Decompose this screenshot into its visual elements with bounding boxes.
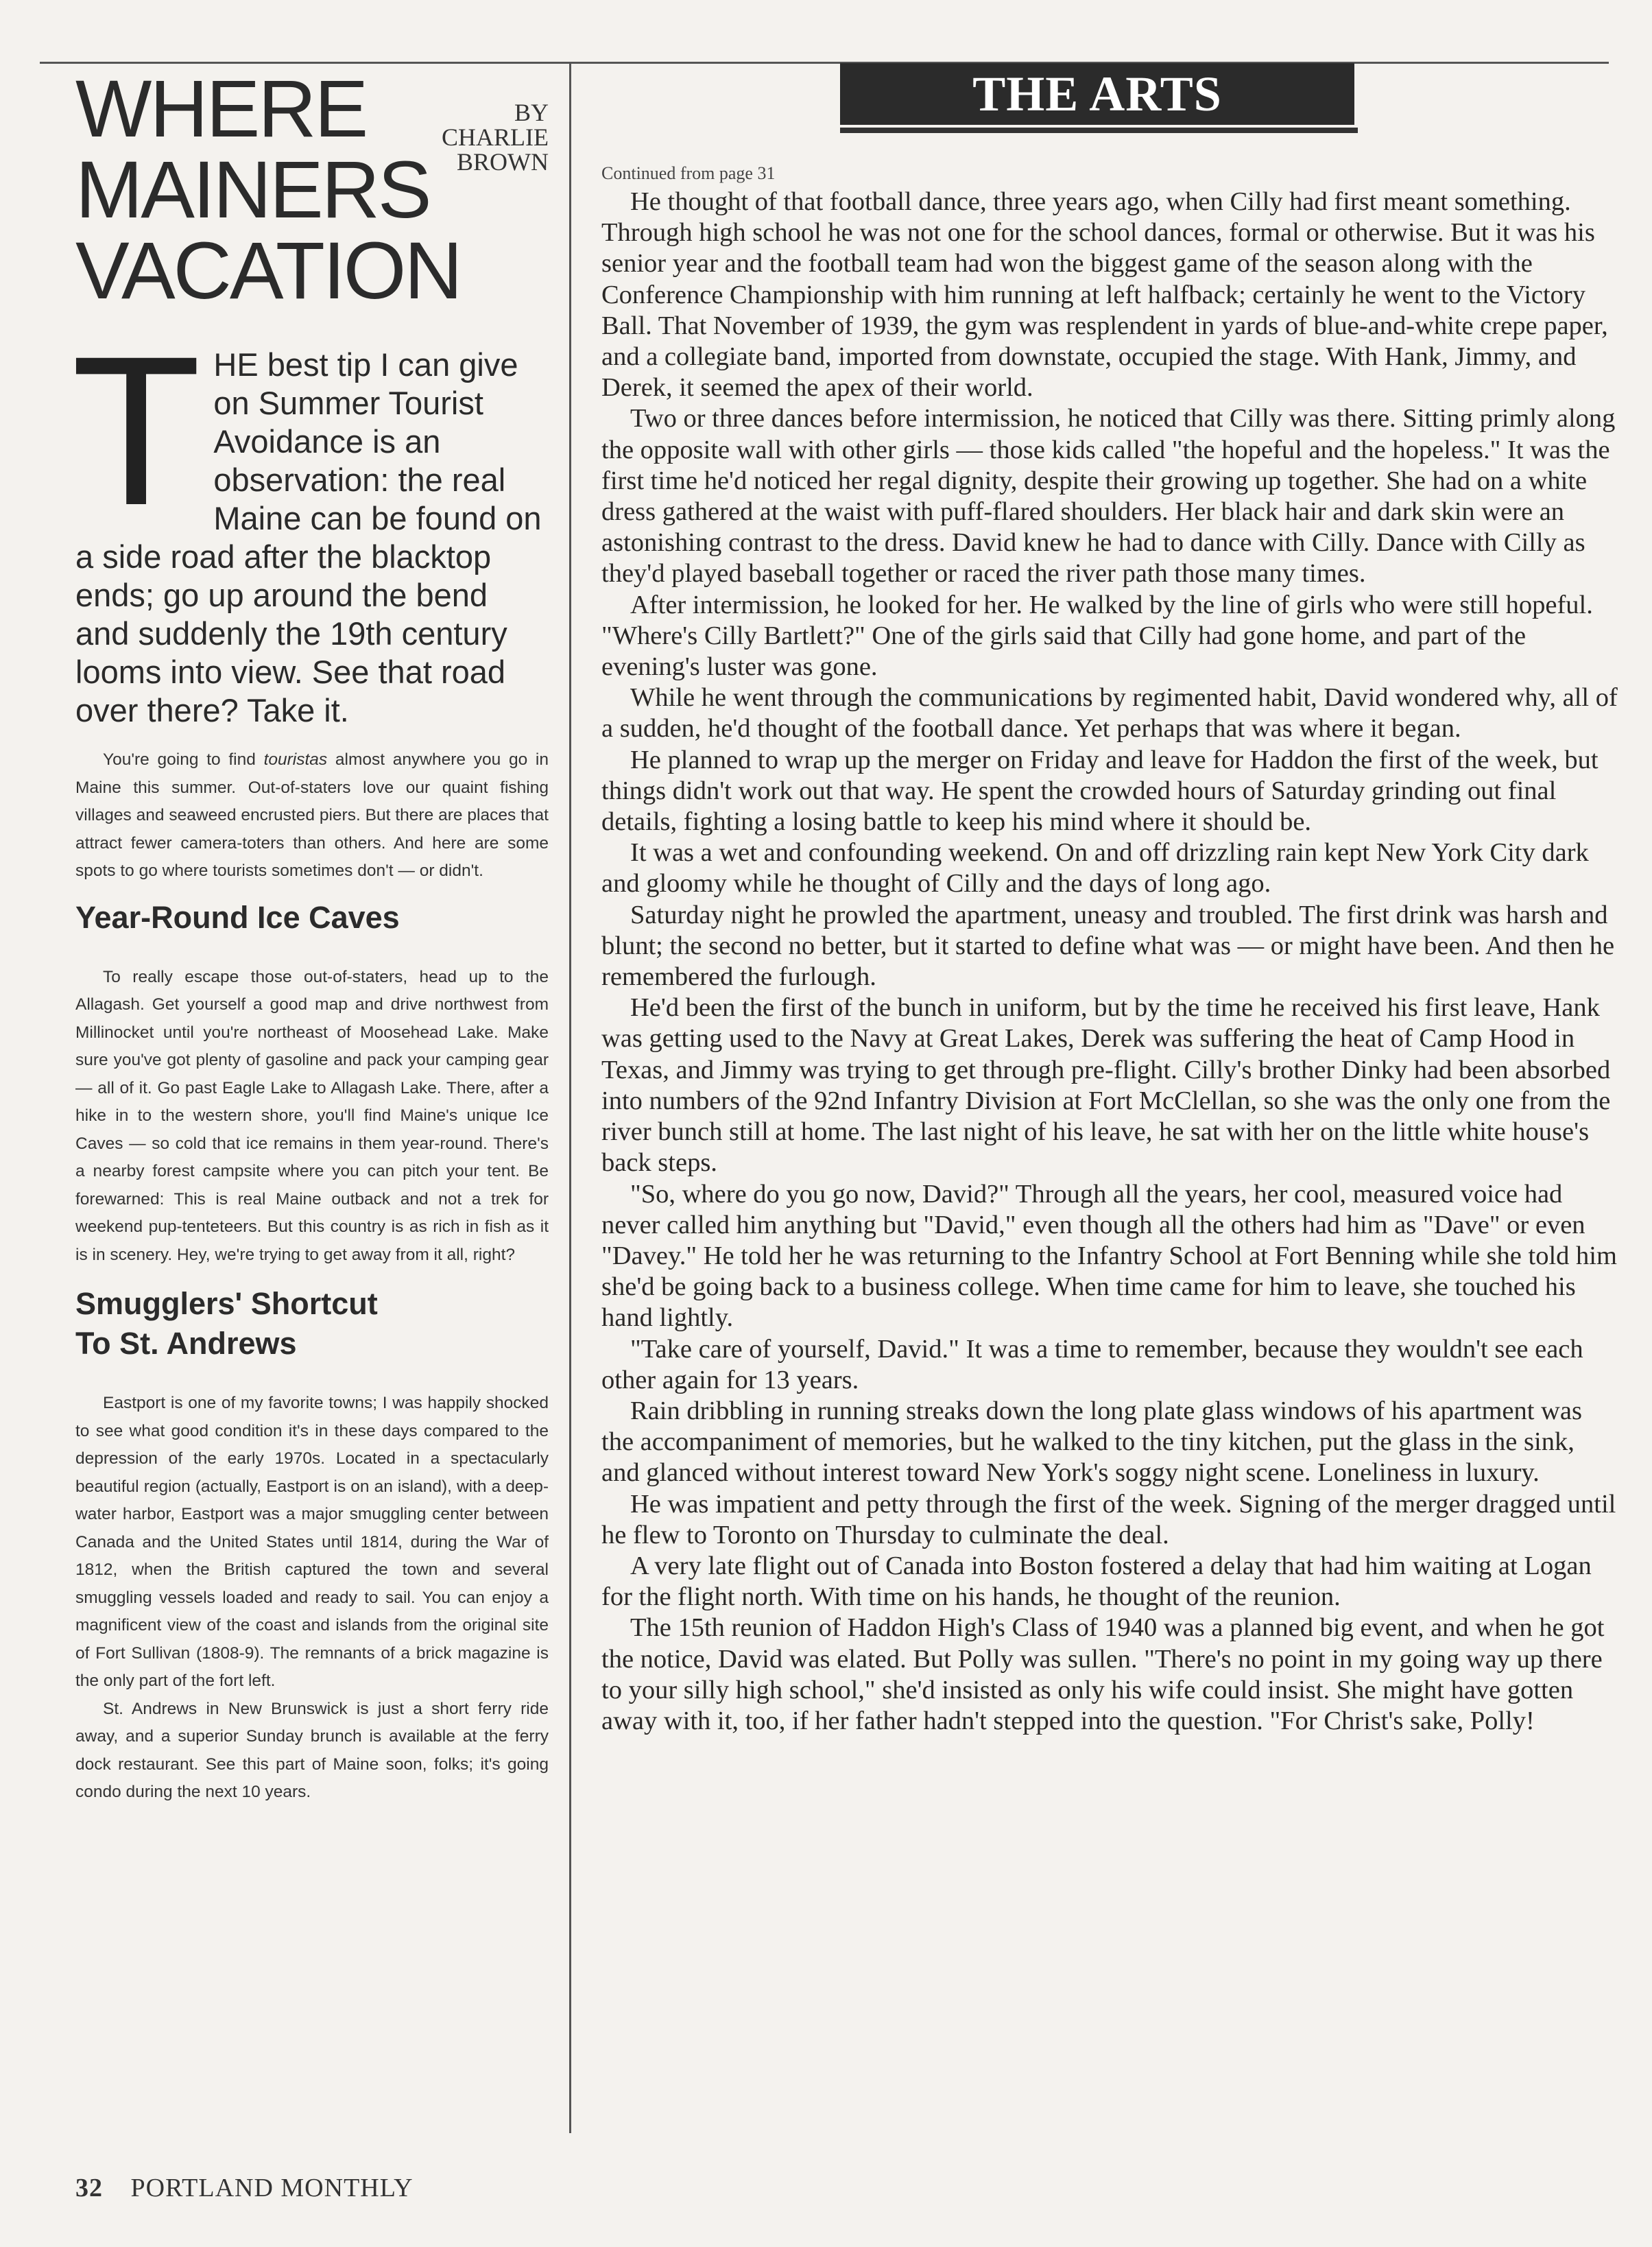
- intro-paragraph: [75, 746, 549, 885]
- byline: [432, 100, 549, 174]
- story-paragraph: He thought of that football dance, three years ago, when Cilly had first meant something. Through high school he was not one for the school dances, formal or otherwise. But it was his senior year and the football team had won the biggest game of the season along with the Conference Championship with him running at left halfback; certainly he went to the Victory Ball. That November of 1939, the gym was resplendent in yards of blue-and-white crepe paper, and a collegiate band, imported from downstate, occupied the stage. With Hank, Jimmy, and Derek, it seemed the apex of their world.: [601, 187, 1608, 403]
- page-number: 32: [75, 2174, 103, 2202]
- story-paragraph: "Take care of yourself, David." It was a time to remember, because they wouldn't see each other again for 13 years.: [601, 1334, 1583, 1394]
- headline: [75, 64, 487, 316]
- section-banner: THE ARTS: [840, 63, 1354, 125]
- story-paragraph: Rain dribbling in running streaks down the long plate glass windows of his apartment was the accompaniment of memories, but he walked to the tiny kitchen, put the glass in the sink, and glanced without interest toward New York's soggy night scene. Loneliness in luxury.: [601, 1396, 1582, 1488]
- banner-underline: [840, 128, 1358, 133]
- byline-line: CHARLIE: [442, 123, 549, 151]
- story-paragraph: The 15th reunion of Haddon High's Class of 1940 was a planned big event, and when he got the notice, David was elated. But Polly was sullen. "There's no point in my going way up there to your silly high school," she'd insisted as only his wife could insist. She might have gotten away with it, too, if her father hadn't stepped into the question. "For Christ's sake, Polly!: [601, 1613, 1605, 1735]
- byline-line: BROWN: [457, 148, 549, 176]
- story-paragraph: He planned to wrap up the merger on Friday and leave for Haddon the first of the week, but things didn't work out that way. He spent the crowded hours of Saturday grinding out final details, fighting a losing battle to keep his mind where it should be.: [601, 745, 1599, 837]
- section-heading-ice-caves: Year-Round Ice Caves: [75, 899, 400, 935]
- intro-text: almost anywhere you go in Maine this summer. Out-of-staters love our quaint fishing villages and seaweed encrusted piers. But there are places that attract fewer camera-toters than others. And here are some spots to go where tourists sometimes don't — or didn't.: [75, 750, 549, 880]
- lead-paragraph: [71, 311, 549, 730]
- story-paragraph: While he went through the communications by regimented habit, David wondered why, all of a sudden, he'd thought of the football dance. Yet perhaps that was where it began.: [601, 683, 1618, 744]
- intro-text: You're going to find: [103, 750, 264, 769]
- story-paragraph: After intermission, he looked for her. He walked by the line of girls who were still hopeful. "Where's Cilly Bartlett?" One of the girls said that Cilly had gone home, and part of the evening's luster was gone.: [601, 590, 1593, 682]
- heading-line: Smugglers' Shortcut: [75, 1286, 378, 1321]
- story-paragraph: It was a wet and confounding weekend. On and off drizzling rain kept New York City dark and gloomy while he thought of Cilly and the days of long ago.: [601, 838, 1589, 899]
- headline-line: VACATION: [75, 226, 461, 316]
- byline-line: BY: [514, 99, 549, 126]
- intro-emphasis: touristas: [263, 750, 328, 769]
- section-body-smugglers: Eastport is one of my favorite towns; I was happily shocked to see what good condition it's in these days compared to the depression of the early 1970s. Located in a spectacularly beautiful region (actually, Eastport is on an island), with a deep-water harbor, Eastport was a major smuggling center between Canada and the United States until 1814, during the War of 1812, when the British captured the town and several smuggling vessels loaded and ready to sail. You can enjoy a magnificent view of the coast and islands from the original site of Fort Sullivan (1808-9). The remnants of a brick magazine is the only part of the fort left.: [75, 1394, 549, 1690]
- heading-line: To St. Andrews: [75, 1326, 297, 1361]
- continued-note: Continued from page 31: [601, 163, 776, 183]
- story-paragraph: Two or three dances before intermission, he noticed that Cilly was there. Sitting primly along the opposite wall with other girls — those kids called "the hopeful and the hopeless." It was the first time he'd noticed her regal dignity, despite their growing up together. She had on a white dress gathered at the waist with puff-flared shoulders. Her black hair and dark skin were an astonishing contrast to the dress. David knew he had to dance with Cilly. Dance with Cilly as they'd played baseball together or raced the river path those many times.: [601, 404, 1616, 588]
- story-paragraph: He'd been the first of the bunch in uniform, but by the time he received his first leave, Hank was getting used to the Navy at Great Lakes, Derek was suffering the heat of Camp Hood in Texas, and Jimmy was trying to get through pre-flight. Cilly's brother Dinky had been absorbed into numbers of the 92nd Infantry Division at Fort McClellan, so she was the only one from the river bunch still at home. The last night of his leave, he sat with her on the little white house's back steps.: [601, 993, 1611, 1178]
- drop-cap: T: [71, 311, 202, 549]
- story-paragraph: A very late flight out of Canada into Boston fostered a delay that had him waiting at Logan for the flight north. With time on his hands, he thought of the reunion.: [601, 1551, 1592, 1612]
- left-column: [71, 64, 549, 1807]
- headline-line: WHERE: [75, 64, 367, 154]
- column-divider: [569, 62, 571, 2133]
- story-paragraph: Saturday night he prowled the apartment, uneasy and troubled. The first drink was harsh and blunt; the second no better, but it started to define what was — or might have been. And then he remembered the furlough.: [601, 900, 1615, 992]
- section-heading-smugglers: [75, 1284, 549, 1364]
- publication-name: PORTLAND MONTHLY: [130, 2174, 414, 2202]
- lead-text: HE best tip I can give on Summer Tourist Avoidance is an observation: the real Maine can be found on a side road after the blacktop ends; go up around the bend and suddenly the 19th century looms into view. See that road over there? Take it.: [75, 346, 542, 728]
- story-paragraph: He was impatient and petty through the first of the week. Signing of the merger dragged until he flew to Toronto on Thursday to culminate the deal.: [601, 1489, 1616, 1549]
- story-text: [601, 187, 1618, 1737]
- section-body-smugglers: St. Andrews in New Brunswick is just a short ferry ride away, and a superior Sunday brunch is available at the ferry dock restaurant. See this part of Maine soon, folks; it's going condo during the next 10 years.: [75, 1699, 549, 1801]
- story-paragraph: "So, where do you go now, David?" Through all the years, her cool, measured voice had never called him anything but "David," even though all the others had him as "Dave" or even "Davey." He told her he was returning to the Infantry School at Fort Benning while she told him she'd be going back to a business college. When time came for him to leave, she touched his hand lightly.: [601, 1179, 1617, 1333]
- page-footer: [75, 2173, 414, 2203]
- section-body-ice-caves: To really escape those out-of-staters, head up to the Allagash. Get yourself a good map and drive northwest from Millinocket until you're northeast of Moosehead Lake. Make sure you've got plenty of gasoline and pack your camping gear — all of it. Go past Eagle Lake to Allagash Lake. There, after a hike in to the western shore, you'll find Maine's unique Ice Caves — so cold that ice remains in them year-round. There's a nearby forest campsite where you can pitch your tent. Be forewarned: This is real Maine outback and not a trek for weekend pup-tenteteers. But this country is as rich in fish as it is in scenery. Hey, we're trying to get away from it all, right?: [75, 967, 549, 1264]
- headline-line: MAINERS: [75, 145, 430, 235]
- right-column: [601, 163, 1618, 1737]
